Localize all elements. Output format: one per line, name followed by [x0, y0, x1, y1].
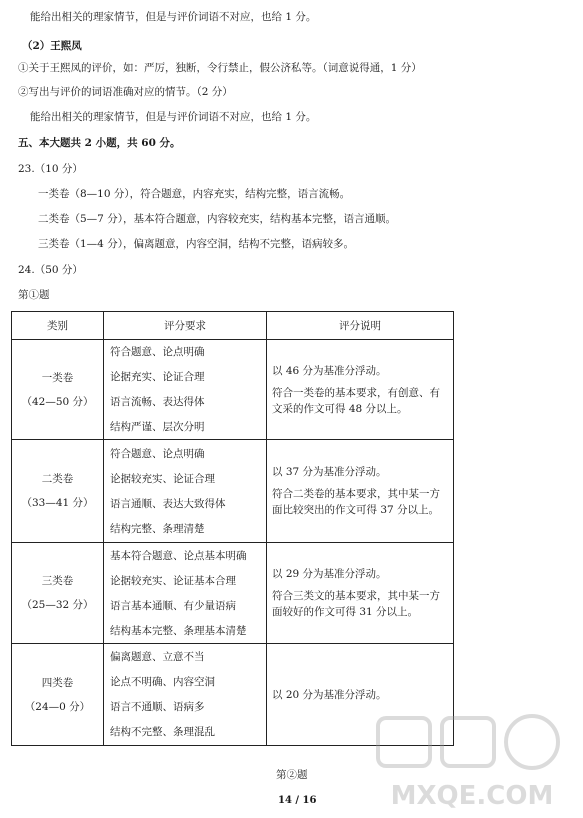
criterion-1: ①关于王熙凤的评价，如：严厉，独断，令行禁止，假公济私等。（词意说得通，1 分）: [18, 62, 422, 74]
grade-1-desc: 一类卷（8—10 分），符合题意，内容充实，结构完整，语言流畅。: [38, 188, 351, 200]
requirement-item: 语言通顺、表达大致得体: [110, 497, 226, 510]
requirement-item: 基本符合题意、论点基本明确: [110, 549, 247, 562]
requirement-item: 结构基本完整、条理基本清楚: [110, 624, 247, 637]
grade-name: 三类卷: [41, 575, 74, 587]
base-score-note: 以 46 分为基准分浮动。: [272, 364, 387, 377]
grade-name: 一类卷: [41, 371, 74, 384]
header-notes: 评分说明: [267, 312, 454, 340]
bonus-note: 符合三类文的基本要求，其中某一方面较好的作文可得 31 分以上。: [272, 590, 440, 618]
question-24-label: 24.（50 分）: [18, 264, 83, 276]
notes-cell: [267, 543, 454, 644]
requirement-item: 结构完整、条理清楚: [110, 522, 205, 535]
requirement-item: 语言基本通顺、有少量语病: [110, 599, 236, 612]
header-requirements: 评分要求: [104, 312, 267, 340]
grade-2-desc: 二类卷（5—7 分），基本符合题意，内容较充实，结构基本完整，语言通顺。: [38, 213, 396, 225]
criterion-2: ②写出与评价的词语准确对应的情节。（2 分）: [18, 86, 233, 98]
question-23-label: 23.（10 分）: [18, 163, 83, 175]
requirement-item: 符合题意、论点明确: [110, 346, 205, 358]
requirement-item: 结构严谨、层次分明: [110, 421, 205, 433]
criterion-note: 能给出相关的理家情节，但是与评价词语不对应，也给 1 分。: [30, 111, 317, 123]
page-number: 14 / 16: [278, 795, 317, 806]
grade-cell: [12, 340, 104, 440]
bonus-note: 符合二类卷的基本要求，其中某一方面比较突出的作文可得 37 分以上。: [272, 488, 440, 516]
base-score-note: 以 37 分为基准分浮动。: [272, 466, 387, 478]
table-row: [12, 340, 454, 440]
sub-question-1-label: 第①题: [18, 289, 50, 301]
notes-cell: [267, 440, 454, 543]
grade-name: 二类卷: [41, 473, 74, 485]
table-header-row: [12, 312, 454, 340]
table-row: [12, 543, 454, 644]
requirement-item: 语言流畅、表达得体: [110, 396, 205, 408]
sub-question-2-label: 第②题: [276, 769, 308, 781]
requirement-item: 论据充实、论证合理: [110, 371, 205, 383]
table-row: [12, 440, 454, 543]
notes-cell: [267, 644, 454, 746]
requirement-item: 符合题意、论点明确: [110, 447, 205, 460]
requirement-item: 论点不明确、内容空洞: [110, 676, 215, 688]
base-score-note: 以 29 分为基准分浮动。: [272, 568, 387, 580]
requirement-item: 结构不完整、条理混乱: [110, 726, 215, 738]
table-row: [12, 644, 454, 746]
grade-range: （24—0 分）: [24, 700, 91, 713]
base-score-note: 以 20 分为基准分浮动。: [272, 688, 387, 701]
grade-cell: [12, 440, 104, 543]
grade-name: 四类卷: [41, 676, 74, 689]
requirements-cell: [104, 340, 267, 440]
rubric-table: [11, 311, 454, 746]
requirements-cell: [104, 440, 267, 543]
header-category: 类别: [12, 312, 104, 340]
requirement-item: 偏离题意、立意不当: [110, 651, 205, 663]
watermark-text: MXQE.COM: [390, 781, 554, 811]
grade-cell: [12, 644, 104, 746]
requirement-item: 论据较充实、论证合理: [110, 472, 215, 485]
requirements-cell: [104, 644, 267, 746]
requirement-item: 语言不通顺、语病多: [110, 701, 205, 713]
section-heading: 五、本大题共 2 小题，共 60 分。: [18, 137, 181, 149]
requirement-item: 论据较充实、论证基本合理: [110, 574, 236, 587]
continuation-line: 能给出相关的理家情节，但是与评价词语不对应，也给 1 分。: [30, 11, 317, 23]
bonus-note: 符合一类卷的基本要求，有创意、有文采的作文可得 48 分以上。: [272, 386, 440, 415]
grade-range: （25—32 分）: [21, 599, 94, 611]
requirements-cell: [104, 543, 267, 644]
grade-cell: [12, 543, 104, 644]
grade-range: （33—41 分）: [21, 497, 94, 509]
grade-range: （42—50 分）: [21, 395, 94, 408]
subsection-heading: （2）王熙凤: [22, 40, 82, 52]
notes-cell: [267, 340, 454, 440]
grade-3-desc: 三类卷（1—4 分），偏离题意，内容空洞，结构不完整，语病较多。: [38, 238, 354, 250]
